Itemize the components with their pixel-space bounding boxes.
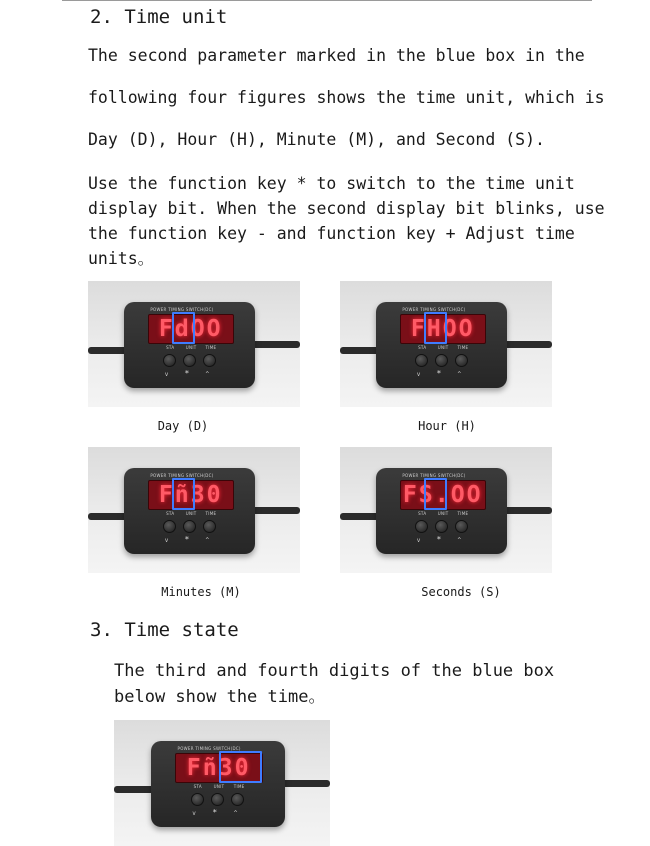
star-button[interactable] [183,354,196,367]
plus-button[interactable] [203,354,216,367]
minus-button[interactable] [163,520,176,533]
highlight-box [219,751,262,783]
up-arrow-icon: ^ [233,809,238,817]
label-time: TIME [457,345,469,351]
label-unit: UNIT [185,511,197,517]
label-unit: UNIT [437,345,449,351]
timer-device [376,468,507,554]
timer-device [124,302,255,388]
figure-minutes-photo [88,447,300,573]
device-top-label: POWER TIMING SWITCH(DC) [177,745,241,751]
cable [249,341,300,348]
figure-day-photo [88,281,300,407]
text-line: following four figures shows the time unit, which is [88,88,605,107]
minus-button[interactable] [163,354,176,367]
down-arrow-icon: v [416,370,421,378]
timer-device [124,468,255,554]
cable [249,507,300,514]
plus-button[interactable] [203,520,216,533]
lcd-digits: FHOO [410,315,475,343]
up-arrow-icon: ^ [457,536,462,544]
down-arrow-icon: v [416,536,421,544]
highlight-box [172,478,195,510]
lcd-digits: Fñ30 [186,754,251,782]
star-icon: * [184,535,190,545]
section-heading-time-unit: 2. Time unit [90,6,228,28]
section-heading-time-state: 3. Time state [90,619,239,641]
label-unit: UNIT [213,784,225,790]
label-time: TIME [205,511,217,517]
cable [501,341,552,348]
highlight-box [172,312,195,344]
figure-caption-seconds: Seconds (S) [421,585,501,599]
plus-button[interactable] [455,354,468,367]
star-icon: * [436,535,442,545]
star-icon: * [212,808,218,818]
highlight-box [424,478,447,510]
cable [501,507,552,514]
star-icon: * [184,369,190,379]
figure-caption-hour: Hour (H) [418,419,476,433]
plus-button[interactable] [455,520,468,533]
label-sta: STA [418,345,427,351]
device-top-label: POWER TIMING SWITCH(DC) [150,472,214,478]
timer-device [376,302,507,388]
paragraph-time-unit-intro [88,43,605,169]
figure-caption-day: Day (D) [157,419,209,433]
device-top-label: POWER TIMING SWITCH(DC) [402,306,466,312]
down-arrow-icon: v [164,536,169,544]
lcd-digits: FS.OO [402,481,483,509]
label-sta: STA [166,345,175,351]
device-top-label: POWER TIMING SWITCH(DC) [402,472,466,478]
label-time: TIME [457,511,469,517]
up-arrow-icon: ^ [205,536,210,544]
text-line: the function key - and function key + Adjust time [88,224,575,243]
label-time: TIME [205,345,217,351]
minus-button[interactable] [415,520,428,533]
minus-button[interactable] [415,354,428,367]
text-line: Day (D), Hour (H), Minute (M), and Second (S). [88,130,545,149]
paragraph-time-unit-instructions [88,171,605,271]
label-sta: STA [166,511,175,517]
cable [278,780,330,787]
lcd-digits: Fñ30 [158,481,223,509]
label-time: TIME [233,784,245,790]
figure-seconds-photo [340,447,552,573]
star-button[interactable] [435,354,448,367]
text-line: The third and fourth digits of the blue box [114,661,555,681]
paragraph-time-state [114,658,554,710]
up-arrow-icon: ^ [457,370,462,378]
figure-time-state-photo [114,720,330,846]
text-line: Use the function key * to switch to the time unit [88,174,575,193]
text-line: units。 [88,249,155,268]
label-unit: UNIT [437,511,449,517]
star-icon: * [436,369,442,379]
down-arrow-icon: v [192,809,196,817]
text-line: display bit. When the second display bit blinks, use [88,199,605,218]
star-button[interactable] [183,520,196,533]
figure-caption-minutes: Minutes (M) [161,585,241,599]
star-button[interactable] [211,793,224,806]
minus-button[interactable] [191,793,204,806]
timer-device [151,741,285,827]
label-sta: STA [193,784,202,790]
device-top-label: POWER TIMING SWITCH(DC) [150,306,214,312]
figure-hour-photo [340,281,552,407]
label-sta: STA [418,511,427,517]
text-line: The second parameter marked in the blue box in the [88,46,585,65]
text-line: below show the time。 [114,687,326,707]
plus-button[interactable] [231,793,244,806]
lcd-digits: FdOO [158,315,223,343]
down-arrow-icon: v [164,370,169,378]
up-arrow-icon: ^ [205,370,210,378]
label-unit: UNIT [185,345,197,351]
top-divider [62,0,592,1]
highlight-box [424,312,447,344]
star-button[interactable] [435,520,448,533]
